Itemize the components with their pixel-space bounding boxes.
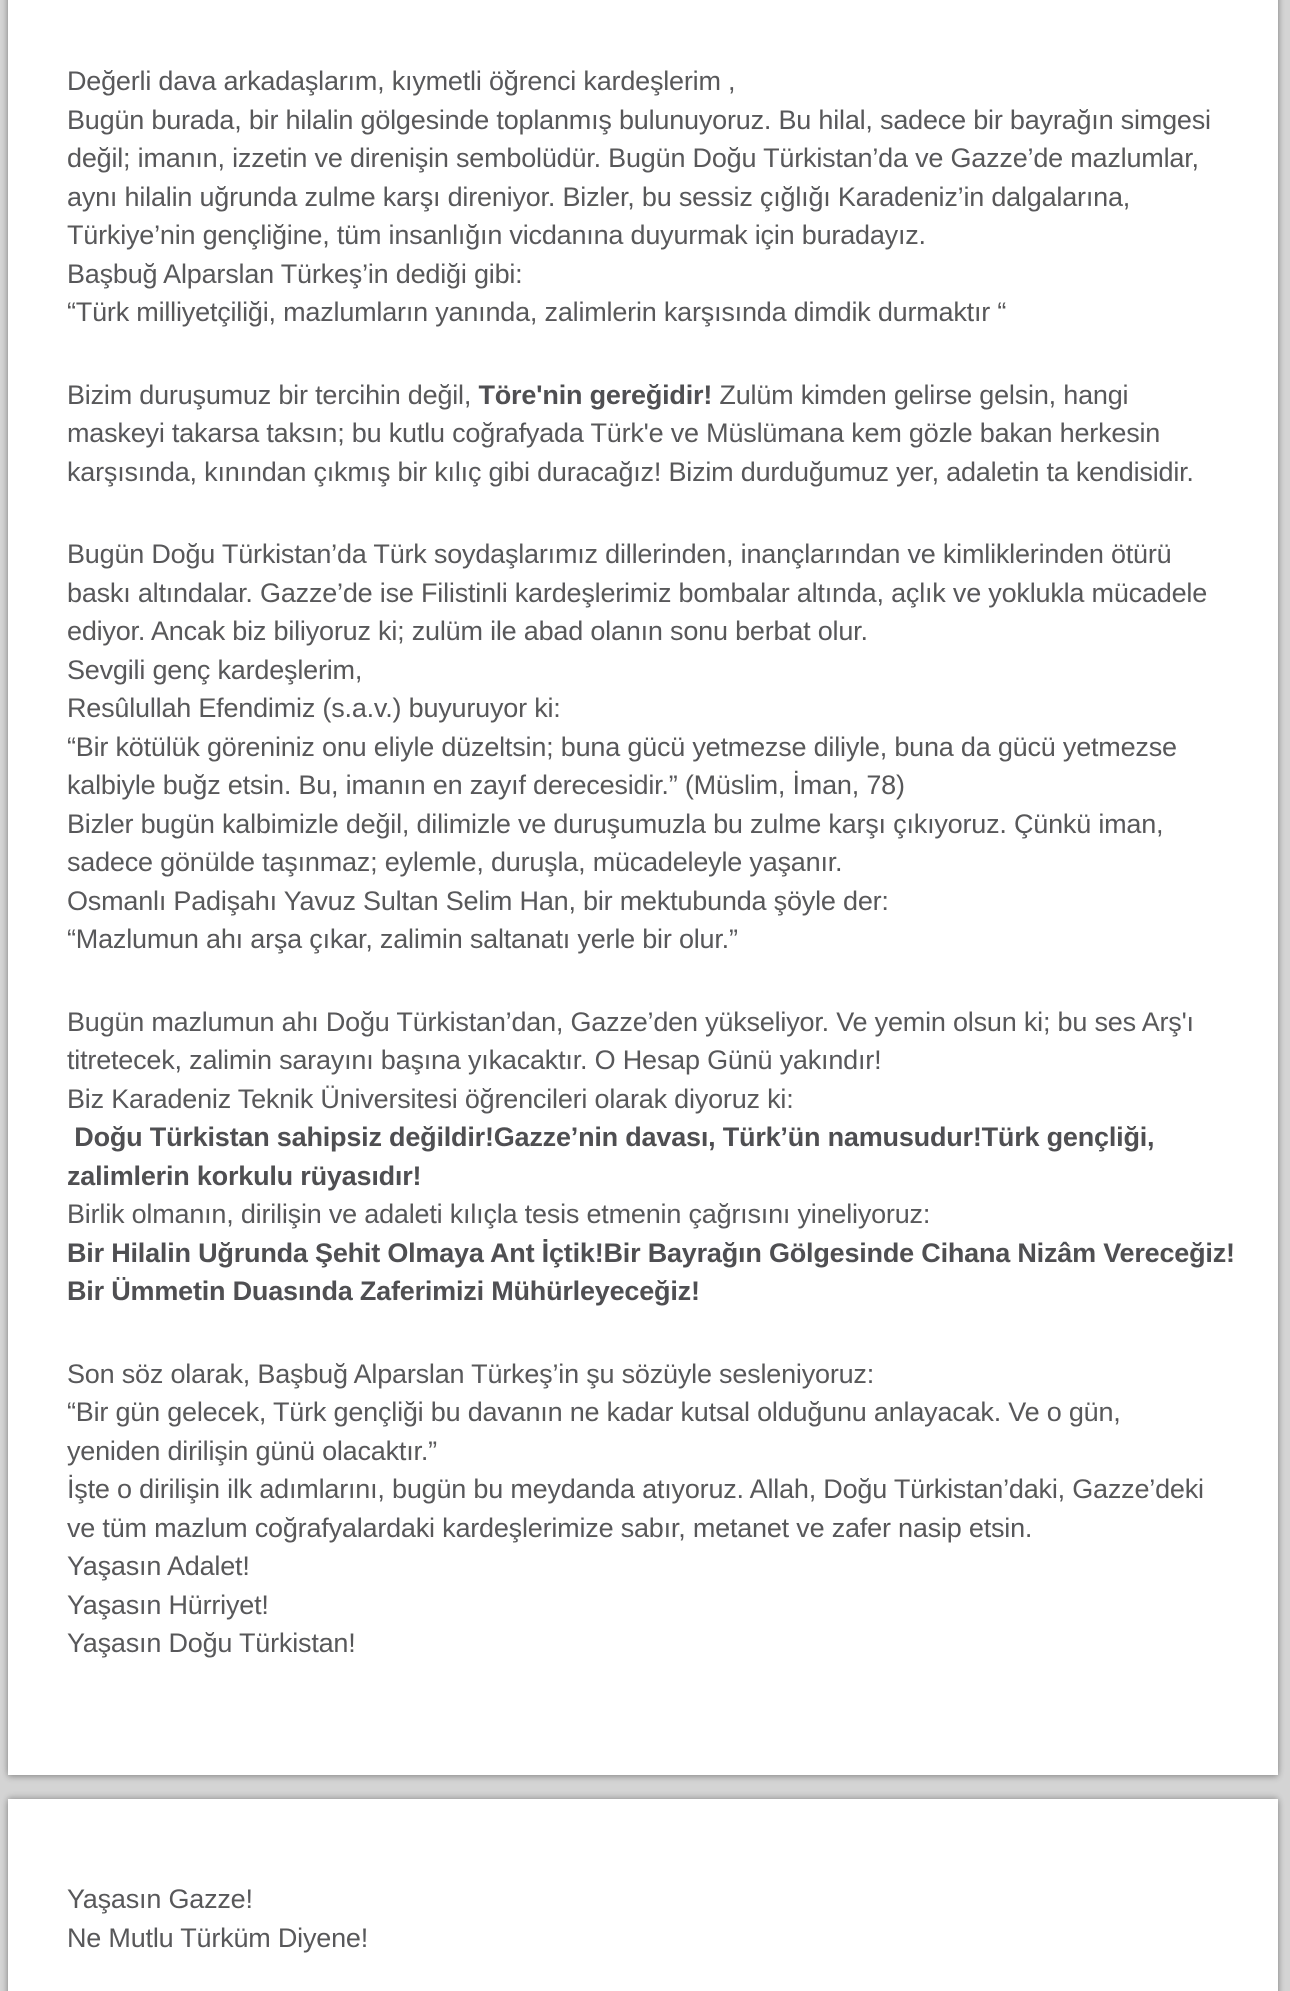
text-line xyxy=(67,1118,1244,1157)
text-line xyxy=(67,376,1244,415)
text-segment: İşte o dirilişin ilk adımlarını, bugün bu meydanda atıyoruz. Allah, Doğu Türkistan’daki, Gazze’deki xyxy=(67,1474,1204,1504)
text-line xyxy=(67,728,1244,767)
text-segment: “Mazlumun ahı arşa çıkar, zalimin saltanatı yerle bir olur.” xyxy=(67,924,738,954)
text-line xyxy=(67,1432,1244,1471)
text-segment: Sevgili genç kardeşlerim, xyxy=(67,654,363,685)
text-segment: Birlik olmanın, dirilişin ve adaleti kılıçla tesis etmenin çağrısını yineliyoruz: xyxy=(67,1199,931,1229)
bold-text-segment: Doğu Türkistan sahipsiz değildir!Gazze’nin davası, Türk’ün namusudur!Türk gençliği, xyxy=(67,1122,1155,1152)
closing-text xyxy=(67,1880,1244,1957)
text-segment: değil; imanın, izzetin ve direnişin sembolüdür. Bugün Doğu Türkistan’da ve Gazze’de mazlumlar, xyxy=(67,143,1199,173)
text-segment: ediyor. Ancak biz biliyoruz ki; zulüm ile abad olanın sonu berbat olur. xyxy=(67,616,868,646)
text-segment: yeniden dirilişin günü olacaktır.” xyxy=(67,1435,437,1466)
text-segment: Başbuğ Alparslan Türkeş’in dediği gibi: xyxy=(67,258,523,289)
bold-text-segment: Bir Ümmetin Duasında Zaferimizi Mühürleyeceğiz! xyxy=(67,1276,700,1306)
text-line xyxy=(67,62,1244,101)
blank-line xyxy=(67,1311,1244,1355)
text-segment: kalbiyle buğz etsin. Bu, imanın en zayıf derecesidir.” (Müslim, İman, 78) xyxy=(67,770,905,800)
text-segment: “Bir kötülük göreniniz onu eliyle düzeltsin; buna gücü yetmezse diliyle, buna da gücü yetmezse xyxy=(67,731,1177,762)
speech-text xyxy=(67,62,1244,1663)
text-line xyxy=(67,1880,1244,1919)
text-line xyxy=(67,1919,1244,1958)
text-line xyxy=(67,101,1244,140)
text-line xyxy=(67,535,1244,574)
text-line xyxy=(67,453,1244,492)
text-line xyxy=(67,414,1244,453)
text-line xyxy=(67,1003,1244,1042)
text-segment: “Türk milliyetçiliği, mazlumların yanında, zalimlerin karşısında dimdik durmaktır “ xyxy=(67,297,1007,327)
text-line xyxy=(67,612,1244,651)
text-segment: Zulüm kimden gelirse gelsin, hangi xyxy=(712,379,1129,410)
main-text-card xyxy=(8,0,1278,1775)
text-line xyxy=(67,1195,1244,1234)
bold-text-segment: zalimlerin korkulu rüyasıdır! xyxy=(67,1160,422,1191)
text-segment: Bizim duruşumuz bir tercihin değil, xyxy=(67,379,479,410)
text-segment: titretecek, zalimin sarayını başına yıkacaktır. O Hesap Günü yakındır! xyxy=(67,1045,882,1075)
text-segment: karşısında, kınından çıkmış bir kılıç gibi duracağız! Bizim durduğumuz yer, adaletin ta kendisidir. xyxy=(67,456,1194,487)
text-line xyxy=(67,1355,1244,1394)
text-line xyxy=(67,1586,1244,1625)
text-segment: “Bir gün gelecek, Türk gençliği bu davanın ne kadar kutsal olduğunu anlayacak. Ve o gün, xyxy=(67,1397,1121,1427)
text-segment: Yaşasın Gazze! xyxy=(67,1884,253,1914)
text-segment: Yaşasın Hürriyet! xyxy=(67,1589,269,1620)
text-segment: maskeyi takarsa taksın; bu kutlu coğrafyada Türk'e ve Müslümana kem gözle bakan herkesin xyxy=(67,418,1161,448)
blank-line xyxy=(67,959,1244,1003)
text-line xyxy=(67,1547,1244,1586)
text-segment: Bugün burada, bir hilalin gölgesinde toplanmış bulunuyoruz. Bu hilal, sadece bir bayrağın simgesi xyxy=(67,104,1211,135)
text-line xyxy=(67,805,1244,844)
text-line xyxy=(67,1041,1244,1080)
blank-line xyxy=(67,332,1244,376)
text-line xyxy=(67,651,1244,690)
text-line xyxy=(67,1272,1244,1311)
text-line xyxy=(67,1080,1244,1119)
text-line xyxy=(67,293,1244,332)
text-line xyxy=(67,1393,1244,1432)
text-line xyxy=(67,882,1244,921)
text-line xyxy=(67,920,1244,959)
text-line xyxy=(67,843,1244,882)
text-line xyxy=(67,139,1244,178)
text-line xyxy=(67,1470,1244,1509)
text-segment: Yaşasın Adalet! xyxy=(67,1551,250,1581)
text-line xyxy=(67,1157,1244,1196)
text-line xyxy=(67,1234,1244,1273)
text-line xyxy=(67,1509,1244,1548)
text-line xyxy=(67,766,1244,805)
text-segment: Değerli dava arkadaşlarım, kıymetli öğrenci kardeşlerim , xyxy=(67,66,736,96)
text-line xyxy=(67,178,1244,217)
text-segment: sadece gönülde taşınmaz; eylemle, duruşla, mücadeleyle yaşanır. xyxy=(67,847,843,877)
bold-text-segment: Bir Hilalin Uğrunda Şehit Olmaya Ant İçtik!Bir Bayrağın Gölgesinde Cihana Nizâm Vereceğiz! xyxy=(67,1237,1235,1268)
text-line xyxy=(67,574,1244,613)
text-line xyxy=(67,216,1244,255)
text-segment: Bugün mazlumun ahı Doğu Türkistan’dan, Gazze’den yükseliyor. Ve yemin olsun ki; bu ses Arş'ı xyxy=(67,1006,1194,1037)
text-segment: Resûlullah Efendimiz (s.a.v.) buyuruyor ki: xyxy=(67,693,561,723)
text-segment: Türkiye’nin gençliğine, tüm insanlığın vicdanına duyurmak için buradayız. xyxy=(67,220,926,250)
blank-line xyxy=(67,491,1244,535)
text-segment: aynı hilalin uğrunda zulme karşı direniyor. Bizler, bu sessiz çığlığı Karadeniz’in dalgalarına, xyxy=(67,181,1131,212)
text-segment: Bugün Doğu Türkistan’da Türk soydaşlarımız dillerinden, inançlarından ve kimliklerinden ötürü xyxy=(67,539,1172,569)
bold-text-segment: Töre'nin gereğidir! xyxy=(478,379,713,410)
text-line xyxy=(67,1624,1244,1663)
footer-text-card xyxy=(8,1799,1278,1991)
text-segment: Son söz olarak, Başbuğ Alparslan Türkeş’in şu sözüyle sesleniyoruz: xyxy=(67,1358,875,1389)
text-segment: Yaşasın Doğu Türkistan! xyxy=(67,1628,356,1658)
text-segment: Biz Karadeniz Teknik Üniversitesi öğrencileri olarak diyoruz ki: xyxy=(67,1083,794,1114)
text-segment: Bizler bugün kalbimizle değil, dilimizle ve duruşumuzla bu zulme karşı çıkıyoruz. Çünkü iman, xyxy=(67,808,1164,839)
text-segment: Osmanlı Padişahı Yavuz Sultan Selim Han, bir mektubunda şöyle der: xyxy=(67,885,889,916)
text-segment: Ne Mutlu Türküm Diyene! xyxy=(67,1922,369,1953)
text-line xyxy=(67,689,1244,728)
text-segment: baskı altındalar. Gazze’de ise Filistinli kardeşlerimiz bombalar altında, açlık ve yoklukla mücadele xyxy=(67,577,1208,608)
text-line xyxy=(67,255,1244,294)
text-segment: ve tüm mazlum coğrafyalardaki kardeşlerimize sabır, metanet ve zafer nasip etsin. xyxy=(67,1512,1033,1543)
